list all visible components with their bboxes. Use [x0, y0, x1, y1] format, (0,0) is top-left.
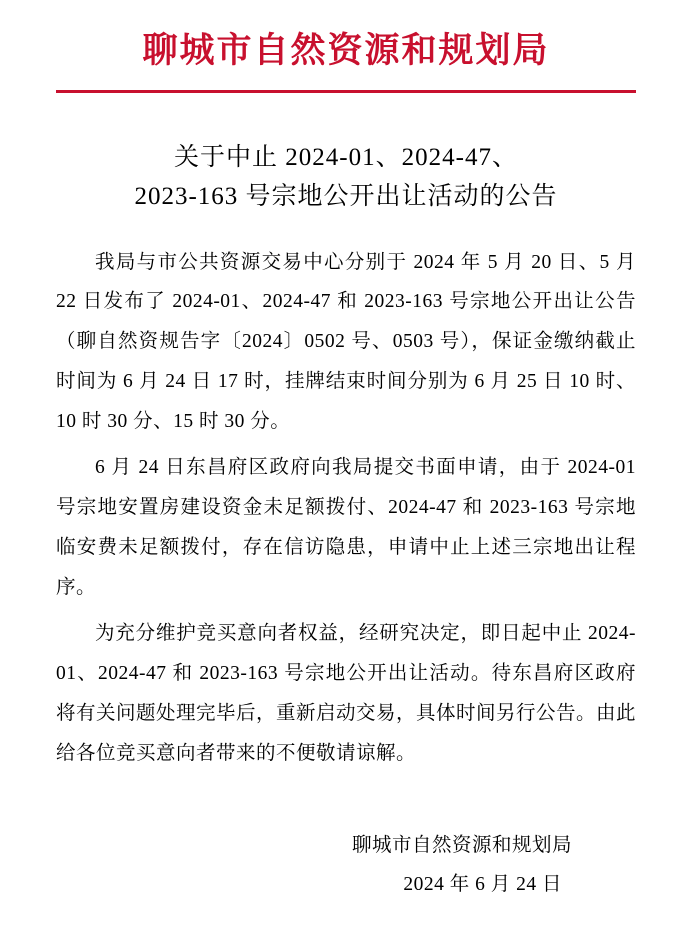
signature-date: 2024 年 6 月 24 日	[403, 874, 562, 896]
masthead	[56, 0, 636, 103]
masthead-divider	[56, 90, 636, 93]
document-body	[56, 243, 636, 775]
page-title-line-2: 2023-163 号宗地公开出让活动的公告	[134, 182, 558, 210]
issuing-organization-title: 聊城市自然资源和规划局	[142, 31, 550, 70]
body-paragraph-3: 为充分维护竞买意向者权益，经研究决定，即日起中止 2024-01、2024-47 和 2023-163 号宗地公开出让活动。待东昌府区政府将有关问题处理完毕后，重新启动交易，具体时间另行公告。由此给各位竞买意向者带来的不便敬请谅解。	[56, 623, 637, 765]
signature-organization: 聊城市自然资源和规划局	[351, 835, 572, 857]
page-title-line-1: 关于中止 2024-01、2024-47、	[174, 144, 518, 171]
signature-block	[56, 826, 636, 904]
body-paragraph-2: 6 月 24 日东昌府区政府向我局提交书面申请，由于 2024-01 号宗地安置房建设资金未足额拨付、2024-47 和 2023-163 号宗地临安费未足额拨付，存在信访隐患，申请中止上述三宗地出让程序。	[56, 457, 636, 599]
body-paragraph-1: 我局与市公共资源交易中心分别于 2024 年 5 月 20 日、5 月 22 日发布了 2024-01、2024-47 和 2023-163 号宗地公开出让公告（聊自然资规告字〔2024〕0502 号、0503 号），保证金缴纳截止时间为 6 月 24 日 17 时，挂牌结束时间分别为 6 月 25 日 10 时、10 时 30 分、15 时 30 分。	[56, 251, 636, 433]
page-title	[56, 139, 636, 217]
